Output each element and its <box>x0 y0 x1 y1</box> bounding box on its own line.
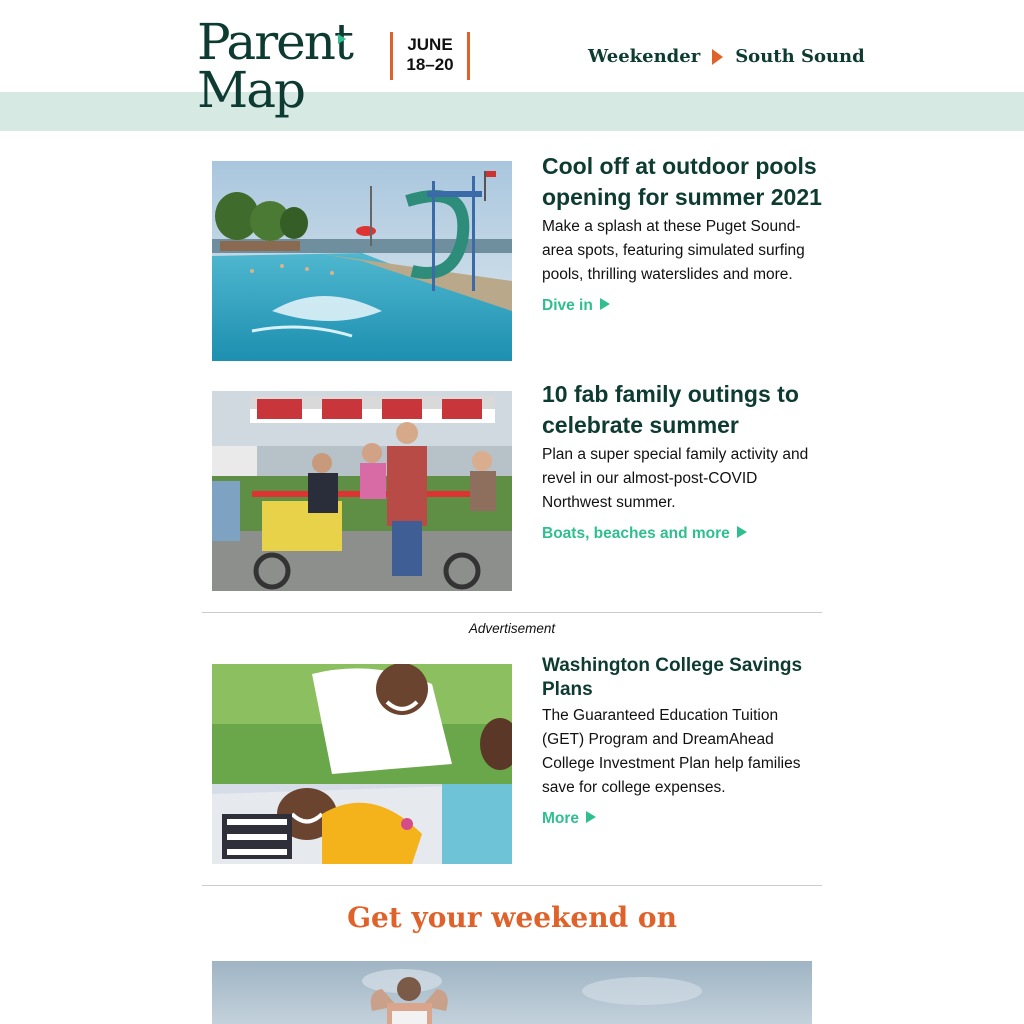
edition-name: Weekender <box>588 46 701 67</box>
article-body <box>542 151 822 315</box>
family-bike-photo[interactable] <box>212 391 512 591</box>
link-label: Dive in <box>542 297 593 314</box>
article-summary: Plan a super special family activity and revel in our almost-post-COVID Northwest summer. <box>542 446 809 511</box>
play-arrow-icon <box>600 298 610 310</box>
divider <box>202 885 822 886</box>
ad-summary: The Guaranteed Education Tuition (GET) Program and DreamAhead College Investment Plan help families save for college expenses. <box>542 707 801 796</box>
article-title[interactable]: Cool off at outdoor pools opening for summer 2021 <box>542 153 822 210</box>
boats-beaches-link[interactable] <box>542 525 747 543</box>
section-heading: Get your weekend on <box>347 901 677 934</box>
ad-body <box>542 654 822 828</box>
article-title[interactable]: 10 fab family outings to celebrate summer <box>542 381 799 438</box>
parentmap-logo[interactable] <box>197 13 357 120</box>
play-arrow-icon <box>586 811 596 823</box>
divider <box>202 612 822 613</box>
family-picnic-photo-image <box>212 664 512 864</box>
header <box>0 0 1024 131</box>
pool-photo[interactable] <box>212 161 512 361</box>
article-body <box>542 379 822 543</box>
ad-card <box>212 655 822 864</box>
header-band <box>0 92 1024 131</box>
more-link[interactable] <box>542 810 596 828</box>
edition-arrow-icon <box>712 49 723 65</box>
article-card <box>212 153 822 361</box>
issue-date <box>390 32 470 80</box>
ad-title[interactable]: Washington College Savings Plans <box>542 655 803 700</box>
logo-word-parent: Parent <box>197 13 352 71</box>
dive-in-link[interactable] <box>542 297 610 315</box>
logo-arrow-icon <box>338 34 346 44</box>
family-bike-photo-image <box>212 391 512 591</box>
issue-days: 18–20 <box>406 55 454 74</box>
pool-photo-image <box>212 161 512 361</box>
family-picnic-photo[interactable] <box>212 664 512 864</box>
issue-month: JUNE <box>407 35 453 54</box>
edition-label <box>588 44 865 70</box>
logo-word-map: Map <box>197 61 305 119</box>
edition-region: South Sound <box>735 46 865 67</box>
play-arrow-icon <box>737 526 747 538</box>
link-label: More <box>542 810 580 827</box>
article-card <box>212 381 822 591</box>
hero-photo[interactable] <box>212 961 812 1024</box>
link-label: Boats, beaches and more <box>542 525 730 542</box>
advertisement-label: Advertisement <box>468 621 556 636</box>
hero-photo-image <box>212 961 812 1024</box>
article-summary: Make a splash at these Puget Sound-area spots, featuring simulated surfing pools, thrilling waterslides and more. <box>542 218 805 283</box>
